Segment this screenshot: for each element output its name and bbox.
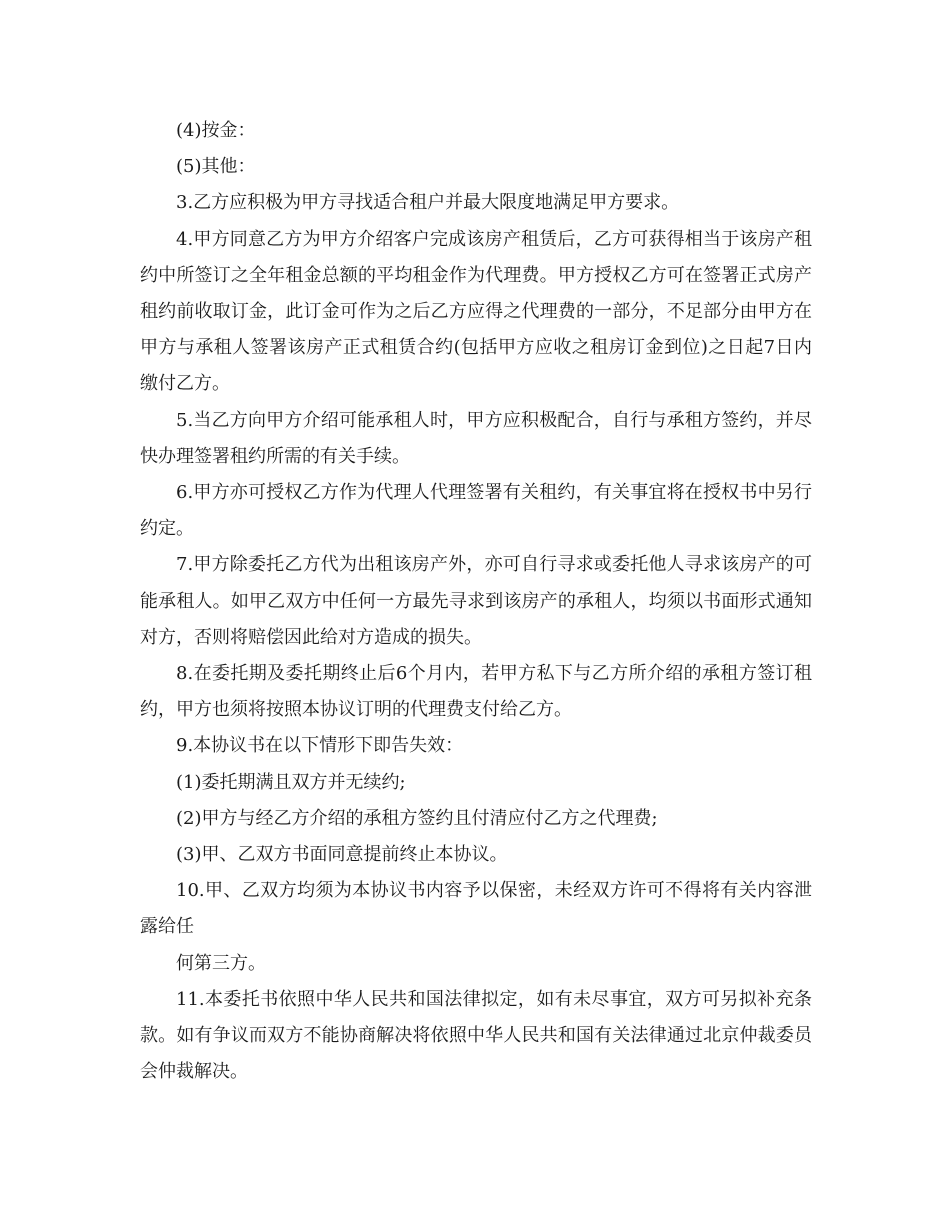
paragraph-clause-11: 11.本委托书依照中华人民共和国法律拟定，如有未尽事宜，双方可另拟补充条款。如有争议而双方不能协商解决将依照中华人民共和国有关法律通过北京仲裁委员会仲裁解决。 bbox=[140, 988, 812, 1083]
paragraph-clause-10-continued: 何第三方。 bbox=[176, 952, 266, 974]
paragraph-clause-9: 9.本协议书在以下情形下即告失效： bbox=[176, 735, 464, 757]
paragraph-deposit: (4)按金： bbox=[176, 120, 256, 141]
paragraph-clause-6: 6.甲方亦可授权乙方作为代理人代理签署有关租约，有关事宜将在授权书中另行约定。 bbox=[140, 482, 812, 540]
paragraph-clause-9-item-2: (2)甲方与经乙方介绍的承租方签约且付清应付乙方之代理费; bbox=[176, 807, 658, 829]
paragraph-clause-9-item-1: (1)委托期满且双方并无续约; bbox=[176, 771, 406, 793]
paragraph-clause-3: 3.乙方应积极为甲方寻找适合租户并最大限度地满足甲方要求。 bbox=[176, 192, 680, 214]
paragraph-clause-7: 7.甲方除委托乙方代为出租该房产外，亦可自行寻求或委托他人寻求该房产的可能承租人。如甲乙双方中任何一方最先寻求到该房产的承租人，均须以书面形式通知对方，否则将赔偿因此给对方造成的损失。 bbox=[140, 554, 812, 648]
paragraph-clause-4: 4.甲方同意乙方为甲方介绍客户完成该房产租赁后，乙方可获得相当于该房产租约中所签订之全年租金总额的平均租金作为代理费。甲方授权乙方可在签署正式房产租约前收取订金，此订金可作为之后乙方应得之代理费的一部分，不足部分由甲方在甲方与承租人签署该房产正式租赁合约(包括甲方应收之租房订金到位)之日起7日内缴付乙方。 bbox=[140, 228, 812, 395]
paragraph-clause-10: 10.甲、乙双方均须为本协议书内容予以保密，未经双方许可不得将有关内容泄露给任 bbox=[140, 880, 812, 938]
paragraph-clause-8: 8.在委托期及委托期终止后6个月内，若甲方私下与乙方所介绍的承租方签订租约，甲方也须将按照本协议订明的代理费支付给乙方。 bbox=[140, 663, 812, 721]
paragraph-clause-5: 5.当乙方向甲方介绍可能承租人时，甲方应积极配合，自行与承租方签约，并尽快办理签署租约所需的有关手续。 bbox=[140, 409, 812, 467]
document-body bbox=[140, 113, 812, 1090]
paragraph-clause-9-item-3: (3)甲、乙双方书面同意提前终止本协议。 bbox=[176, 844, 508, 866]
paragraph-other: (5)其他： bbox=[176, 156, 256, 178]
